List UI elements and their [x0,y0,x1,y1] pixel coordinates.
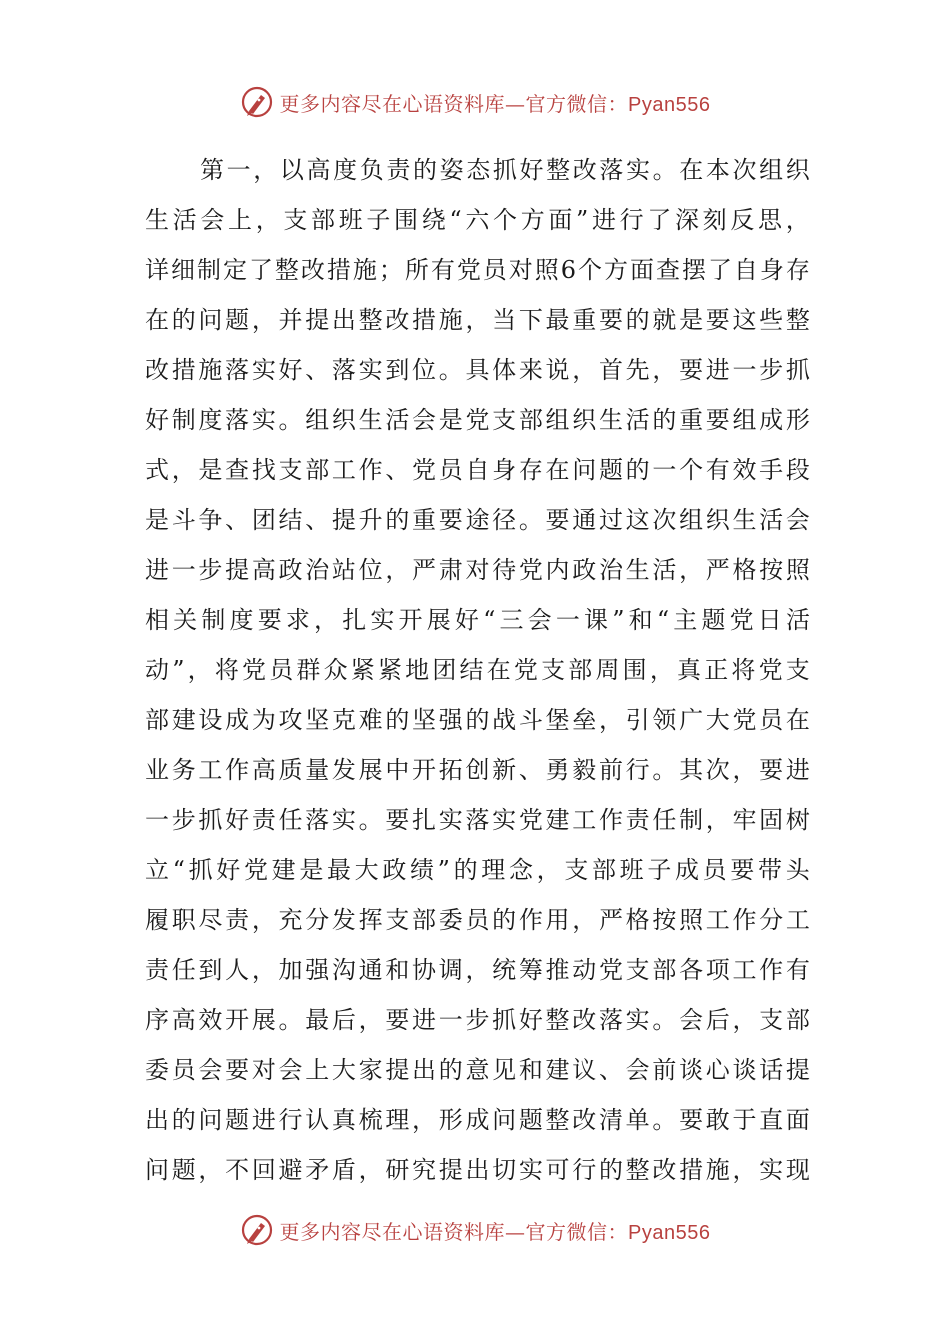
paragraph-line: 是 斗 争 、 团 结 、 提 升 的 重 要 途 径 。 要 通 过 这 次 组 织 生 活 会 [145,506,810,534]
paragraph-line: 一 步 抓 好 责 任 落 实 。 要 扎 实 落 实 党 建 工 作 责 任 制 ， 牢 固 树 [145,806,810,834]
paragraph-line: 好 制 度 落 实 。 组 织 生 活 会 是 党 支 部 组 织 生 活 的 重 要 组 成 形 [145,406,810,434]
pen-nib-circle-icon [240,85,274,119]
paragraph-line: 问 题 ， 不 回 避 矛 盾 ， 研 究 提 出 切 实 可 行 的 整 改 措 施 ， 实 现 [145,1156,810,1184]
footer-banner [0,1210,950,1250]
paragraph-line: 改 措 施 落 实 好 、 落 实 到 位 。 具 体 来 说 ， 首 先 ， 要 进 一 步 抓 [145,356,810,384]
wechat-id: Pyan556 [628,1221,711,1244]
paragraph-line: 序 高 效 开 展 。 最 后 ， 要 进 一 步 抓 好 整 改 落 实 。 会 后 ， 支 部 [145,1006,810,1034]
paragraph-line: 履 职 尽 责 ， 充 分 发 挥 支 部 委 员 的 作 用 ， 严 格 按 照 工 作 分 工 [145,906,810,934]
paragraph-line: 立 “ 抓 好 党 建 是 最 大 政 绩 ” 的 理 念 ， 支 部 班 子 成 员 要 带 头 [145,856,810,884]
wechat-id: Pyan556 [628,93,711,116]
banner-text: 更多内容尽在心语资料库—官方微信：Pyan556 [279,1219,711,1244]
paragraph-line: 业 务 工 作 高 质 量 发 展 中 开 拓 创 新 、 勇 毅 前 行 。 其 次 ， 要 进 [145,756,810,784]
paragraph-line: 相 关 制 度 要 求 ， 扎 实 开 展 好 “ 三 会 一 课 ” 和 “ 主 题 党 日 活 [145,606,810,634]
paragraph-line: 第 一 ， 以 高 度 负 责 的 姿 态 抓 好 整 改 落 实 。 在 本 次 组 织 [200,156,810,184]
pen-nib-circle-icon [240,1213,274,1247]
banner-text: 更多内容尽在心语资料库—官方微信：Pyan556 [279,91,711,116]
paragraph-line: 在 的 问 题 ， 并 提 出 整 改 措 施 ， 当 下 最 重 要 的 就 是 要 这 些 整 [145,306,810,334]
paragraph-line: 部 建 设 成 为 攻 坚 克 难 的 坚 强 的 战 斗 堡 垒 ， 引 领 广 大 党 员 在 [145,706,810,734]
paragraph-line: 责 任 到 人 ， 加 强 沟 通 和 协 调 ， 统 筹 推 动 党 支 部 各 项 工 作 有 [145,956,810,984]
paragraph-line: 委 员 会 要 对 会 上 大 家 提 出 的 意 见 和 建 议 、 会 前 谈 心 谈 话 提 [145,1056,810,1084]
paragraph-line: 动 ” ， 将 党 员 群 众 紧 紧 地 团 结 在 党 支 部 周 围 ， 真 正 将 党 支 [145,656,810,684]
paragraph-line: 进 一 步 提 高 政 治 站 位 ， 严 肃 对 待 党 内 政 治 生 活 ， 严 格 按 照 [145,556,810,584]
paragraph-line: 出 的 问 题 进 行 认 真 梳 理 ， 形 成 问 题 整 改 清 单 。 要 敢 于 直 面 [145,1106,810,1134]
body-paragraph [145,145,810,1195]
header-banner [0,82,950,122]
paragraph-line: 式 ， 是 查 找 支 部 工 作 、 党 员 自 身 存 在 问 题 的 一 个 有 效 手 段 [145,456,810,484]
paragraph-line: 生 活 会 上 ， 支 部 班 子 围 绕 “ 六 个 方 面 ” 进 行 了 深 刻 反 思 ， [145,206,810,234]
paragraph-line: 详 细 制 定 了 整 改 措 施 ； 所 有 党 员 对 照 6 个 方 面 查 摆 了 自 身 存 [145,256,810,284]
